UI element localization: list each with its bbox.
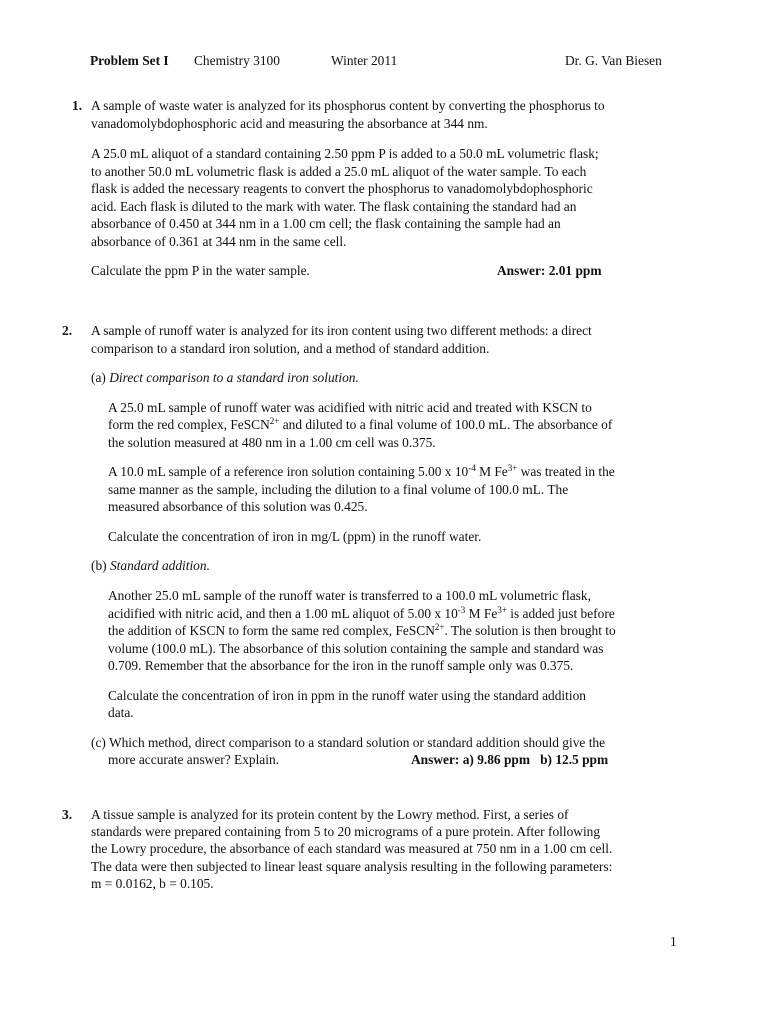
- header-title: Problem Set I: [90, 53, 169, 68]
- q2c-line-1: (c) Which method, direct comparison to a standard solution or standard addition should give the: [91, 735, 606, 750]
- q1-calculate: Calculate the ppm P in the water sample.: [91, 263, 310, 278]
- q2a-ref-line-1: A 10.0 mL sample of a reference iron solution containing 5.00 x $10^{-4}$ M $Fe^{3+}$ was treated in the: [108, 463, 615, 479]
- q1-body-line-4: acid. Each flask is diluted to the mark with water. The flask containing the standard had an: [91, 199, 577, 214]
- q2a-line-3: the solution measured at 480 nm in a 1.00 cm cell was 0.375.: [108, 435, 436, 450]
- q2a-line-1: A 25.0 mL sample of runoff water was acidified with nitric acid and treated with KSCN to: [108, 400, 592, 415]
- q2b-calc-line-2: data.: [108, 705, 134, 720]
- q2b-line-3: the addition of KSCN to form the same red complex, FeSCN$^{2+}$. The solution is then brought to: [108, 622, 616, 638]
- q2a-title: Direct comparison to a standard iron solution.: [109, 370, 359, 385]
- q2a-calculate: Calculate the concentration of iron in mg/L (ppm) in the runoff water.: [108, 529, 482, 544]
- q1-body-line-6: absorbance of 0.361 at 344 nm in the same cell.: [91, 234, 347, 249]
- q3-line-4: The data were then subjected to linear least square analysis resulting in the following parameters:: [91, 859, 613, 874]
- q1-answer: Answer: 2.01 ppm: [497, 263, 602, 278]
- q2b-title: Standard addition.: [109, 558, 210, 573]
- q2-intro-line-2: comparison to a standard iron solution, and a method of standard addition.: [91, 341, 490, 356]
- q3-line-3: the Lowry procedure, the absorbance of each standard was measured at 750 nm in a 1.00 cm cell.: [91, 841, 613, 856]
- q1-body-line-5: absorbance of 0.450 at 344 nm in a 1.00 cm cell; the flask containing the sample had an: [91, 216, 561, 231]
- q1-body-line-2: to another 50.0 mL volumetric flask is added a 25.0 mL aliquot of the water sample. To each: [91, 164, 587, 179]
- q2b-line-5: 0.709. Remember that the absorbance for the iron in the runoff sample only was 0.375.: [108, 658, 574, 673]
- q2b-calc-line-1: Calculate the concentration of iron in ppm in the runoff water using the standard addition: [108, 688, 586, 703]
- q2-answer: Answer: a) 9.86 ppm b) 12.5 ppm: [411, 752, 609, 767]
- header-instructor: Dr. G. Van Biesen: [565, 53, 662, 68]
- q2b-line-4: volume (100.0 mL). The absorbance of this solution containing the sample and standard was: [108, 641, 604, 656]
- q2c-line-2: more accurate answer? Explain.: [108, 752, 280, 767]
- q2b-line-1: Another 25.0 mL sample of the runoff water is transferred to a 100.0 mL volumetric flask,: [108, 588, 591, 603]
- header-course: Chemistry 3100: [194, 53, 280, 68]
- question-number: 3.: [62, 807, 73, 822]
- q2-intro-line-1: A sample of runoff water is analyzed for its iron content using two different methods: a direct: [91, 323, 592, 338]
- q3-line-5: m = 0.0162, b = 0.105.: [91, 876, 214, 891]
- q1-body-line-1: A 25.0 mL aliquot of a standard containing 2.50 ppm P is added to a 50.0 mL volumetric flask;: [91, 146, 599, 161]
- q3-line-2: standards were prepared containing from 5 to 20 micrograms of a pure protein. After following: [91, 824, 601, 839]
- question-number: 2.: [62, 323, 73, 338]
- q2a-heading: [91, 369, 359, 387]
- q2a-ref-line-3: measured absorbance of this solution was 0.425.: [108, 499, 368, 514]
- q2b-heading: [91, 557, 210, 575]
- header-term: Winter 2011: [331, 53, 398, 68]
- page-number: 1: [670, 934, 677, 949]
- q2b-label: (b): [91, 558, 107, 573]
- q1-intro-line-2: vanadomolybdophosphoric acid and measuring the absorbance at 344 nm.: [91, 116, 488, 131]
- question-number: 1.: [72, 98, 83, 113]
- q2b-line-2: acidified with nitric acid, and then a 1.00 mL aliquot of 5.00 x $10^{-3}$ M $Fe^{3+}$ is added just before: [108, 605, 615, 621]
- q2a-line-2: form the red complex, FeSCN$^{2+}$ and diluted to a final volume of 100.0 mL. The absorbance of: [108, 416, 613, 432]
- q1-body-line-3: flask is added the necessary reagents to convert the phosphorus to vanadomolybdophosphoric: [91, 181, 593, 196]
- q2a-ref-line-2: same manner as the sample, including the dilution to a final volume of 100.0 mL. The: [108, 482, 569, 497]
- q3-line-1: A tissue sample is analyzed for its protein content by the Lowry method. First, a series of: [91, 807, 569, 822]
- q1-intro-line-1: A sample of waste water is analyzed for its phosphorus content by converting the phosphorus to: [91, 98, 605, 113]
- q2a-label: (a): [91, 370, 106, 385]
